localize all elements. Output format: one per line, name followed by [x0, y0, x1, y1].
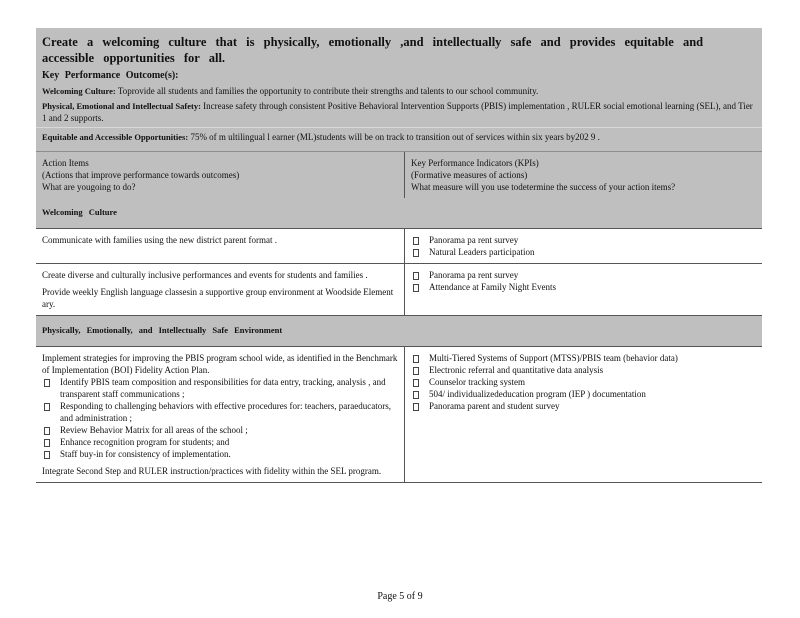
list-item: Responding to challenging behaviors with effective procedures for: teachers, paraeducators, and administration ; — [42, 400, 398, 424]
action-bullets — [42, 376, 398, 460]
divider — [36, 127, 762, 128]
outcome-text: Toprovide all students and families the opportunity to contribute their strengths and talents to our school community. — [117, 86, 539, 96]
column-header-row — [36, 152, 762, 198]
column-title: Action Items — [42, 158, 89, 168]
kpi-cell — [405, 347, 763, 483]
column-subtitle: (Actions that improve performance towards outcomes) — [42, 170, 240, 180]
page-number: Page 5 of 9 — [377, 591, 423, 602]
section-label-safety: Physically, Emotionally, and Intellectually Safe Environment — [36, 316, 762, 347]
action-text: Provide weekly English language classesin a supportive group environment at Woodside Element ary. — [42, 287, 394, 309]
kpi-list — [411, 269, 756, 293]
list-item: Counselor tracking system — [411, 376, 756, 388]
section-row — [36, 198, 762, 229]
table-row — [36, 347, 762, 483]
outcome-label: Physical, Emotional and Intellectual Safety: — [42, 101, 201, 111]
list-item: Identify PBIS team composition and responsibilities for data entry, tracking, analysis , and transparent staff communications ; — [42, 376, 398, 400]
action-cell — [36, 229, 405, 264]
list-item: Panorama pa rent survey — [411, 269, 756, 281]
column-question: What measure will you use todetermine the success of your action items? — [411, 182, 676, 192]
section-row — [36, 316, 762, 347]
outcome-safety — [42, 100, 756, 124]
table-row — [36, 264, 762, 316]
document-page — [36, 28, 762, 483]
action-cell — [36, 264, 405, 316]
list-item: 504/ individualizededucation program (IEP ) documentation — [411, 388, 756, 400]
list-item: Enhance recognition program for students; and — [42, 436, 398, 448]
section-label-welcoming: Welcoming Culture — [36, 198, 762, 229]
outcome-label: Equitable and Accessible Opportunities: — [42, 132, 189, 142]
action-text: Create diverse and culturally inclusive performances and events for students and families . — [42, 270, 368, 280]
list-item: Panorama parent and student survey — [411, 400, 756, 412]
kpi-cell — [405, 264, 763, 316]
kpi-list — [411, 352, 756, 412]
action-text: Communicate with families using the new district parent format . — [42, 235, 277, 245]
column-question: What are yougoing to do? — [42, 182, 136, 192]
list-item: Natural Leaders participation — [411, 246, 756, 258]
list-item: Panorama pa rent survey — [411, 234, 756, 246]
outcome-text: Increase safety through consistent Positive Behavioral Intervention Supports (PBIS) implementation , RULER social emotional learning (SEL), and Tier 1 and 2 supports. — [42, 101, 753, 123]
kpo-label: Key Performance Outcome(s): — [42, 70, 179, 81]
column-subtitle: (Formative measures of actions) — [411, 170, 528, 180]
action-plan-table — [36, 152, 762, 483]
outcome-text: 75% of m ultilingual l earner (ML)students will be on track to transition out of services within six years by202 9 . — [190, 132, 600, 142]
action-intro: Implement strategies for improving the PBIS program school wide, as identified in the Benchmark of Implementation (BOI) Fidelity Action Plan. — [42, 353, 398, 375]
outcome-label: Welcoming Culture: — [42, 86, 116, 96]
kpi-header — [405, 152, 763, 198]
table-row — [36, 229, 762, 264]
outcome-equitable — [42, 131, 756, 143]
list-item: Multi-Tiered Systems of Support (MTSS)/PBIS team (behavior data) — [411, 352, 756, 364]
list-item: Electronic referral and quantitative data analysis — [411, 364, 756, 376]
kpi-list — [411, 234, 756, 258]
list-item: Attendance at Family Night Events — [411, 281, 756, 293]
list-item: Staff buy-in for consistency of implementation. — [42, 448, 398, 460]
kpi-cell — [405, 229, 763, 264]
action-closing: Integrate Second Step and RULER instruction/practices with fidelity within the SEL program. — [42, 466, 382, 476]
goal-title: Create a welcoming culture that is physically, emotionally ,and intellectually safe and provides equitable and accessible opportunities for all. — [42, 35, 704, 65]
list-item: Review Behavior Matrix for all areas of the school ; — [42, 424, 398, 436]
column-title: Key Performance Indicators (KPIs) — [411, 158, 539, 168]
action-cell — [36, 347, 405, 483]
outcome-welcoming — [42, 85, 756, 97]
action-items-header — [36, 152, 405, 198]
goal-header — [36, 28, 762, 152]
